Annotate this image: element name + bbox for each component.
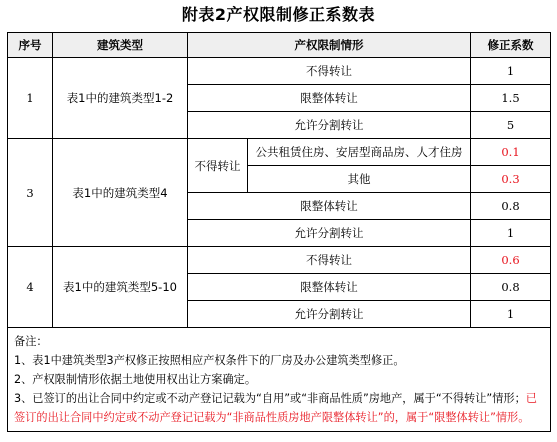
page-title: 附表2产权限制修正系数表 — [181, 5, 376, 24]
note-3-red-text: 已 — [525, 392, 537, 405]
coef-cell: 1 — [471, 220, 551, 247]
coef-cell: 0.6 — [471, 247, 551, 274]
table-row — [8, 247, 551, 274]
building-type-cell: 表1中的建筑类型1-2 — [53, 58, 188, 139]
limit-cell: 公共租赁住房、安居型商品房、人才住房 — [248, 139, 471, 166]
header-type: 建筑类型 — [53, 33, 188, 58]
coef-cell: 1 — [471, 58, 551, 85]
note-4: 签订的出让合同中约定或不动产登记记载为“非商品性质房地产限整体转让”的，属于“限整体转让”情形。 — [14, 411, 530, 424]
sub-limit-cell: 不得转让 — [188, 139, 248, 193]
building-type-cell: 表1中的建筑类型5-10 — [53, 247, 188, 328]
header-coef: 修正系数 — [471, 33, 551, 58]
coef-cell: 0.8 — [471, 193, 551, 220]
limit-cell: 不得转让 — [188, 247, 471, 274]
table-row — [8, 139, 551, 166]
coef-cell: 0.1 — [471, 139, 551, 166]
coef-cell: 1 — [471, 301, 551, 328]
limit-cell: 其他 — [248, 166, 471, 193]
limit-cell: 允许分割转让 — [188, 112, 471, 139]
coef-cell: 0.3 — [471, 166, 551, 193]
note-2: 2、产权限制情形依据土地使用权出让方案确定。 — [14, 373, 257, 386]
notes-row — [8, 328, 551, 432]
coefficient-table — [7, 32, 551, 432]
limit-cell: 允许分割转让 — [188, 301, 471, 328]
limit-cell: 限整体转让 — [188, 85, 471, 112]
seq-cell: 1 — [8, 58, 53, 139]
note-3-text: 3、已签订的出让合同中约定或不动产登记记载为“自用”或“非商品性质”房地产，属于“不得转让”情形； — [14, 392, 526, 405]
limit-cell: 不得转让 — [188, 58, 471, 85]
coef-cell: 0.8 — [471, 274, 551, 301]
header-limit: 产权限制情形 — [188, 33, 471, 58]
header-seq: 序号 — [8, 33, 53, 58]
table-row — [8, 58, 551, 85]
seq-cell: 4 — [8, 247, 53, 328]
limit-cell: 限整体转让 — [188, 193, 471, 220]
building-type-cell: 表1中的建筑类型4 — [53, 139, 188, 247]
table-header-row — [8, 33, 551, 58]
notes-cell — [8, 328, 551, 432]
coef-cell: 5 — [471, 112, 551, 139]
limit-cell: 限整体转让 — [188, 274, 471, 301]
coef-cell: 1.5 — [471, 85, 551, 112]
notes-heading: 备注： — [14, 335, 48, 348]
note-1: 1、表1中建筑类型3产权修正按照相应产权条件下的厂房及办公建筑类型修正。 — [14, 354, 405, 367]
note-3 — [14, 389, 544, 408]
seq-cell: 3 — [8, 139, 53, 247]
limit-cell: 允许分割转让 — [188, 220, 471, 247]
